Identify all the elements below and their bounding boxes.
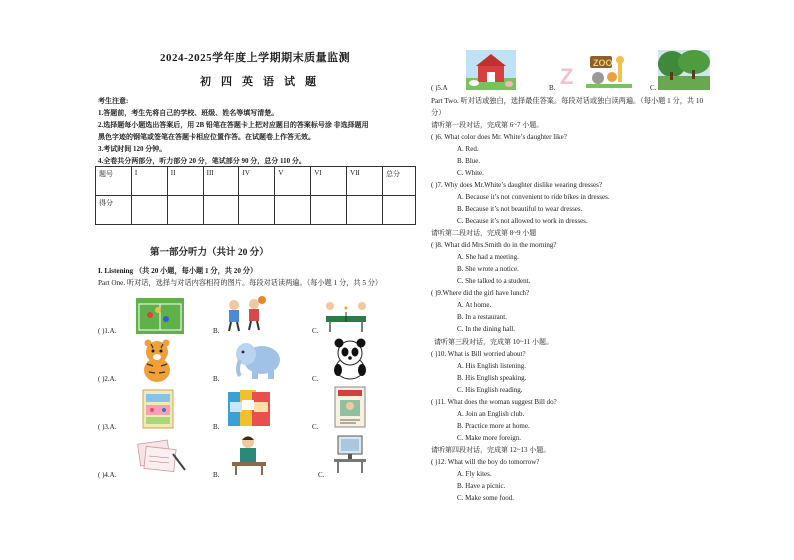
option-c-label: C. [312, 327, 319, 335]
ping-pong-image [322, 298, 370, 334]
answer-option: C. She talked to a student. [457, 277, 531, 285]
answer-option: A. At home. [457, 301, 492, 309]
group-intro: 请听第二段对话，完成第 8~9 小题 [431, 229, 537, 237]
score-cell: I [131, 167, 167, 196]
elephant-image [232, 340, 284, 380]
score-cell: VI [311, 167, 347, 196]
book-stack-image [137, 386, 179, 430]
answer-option: A. Because it’s not convenient to ride bikes in dresses. [457, 193, 610, 201]
question-stem: ( )10. What is Bill worried about? [431, 350, 526, 358]
farm-image [466, 50, 516, 90]
answer-option: B. Because it’s not beautiful to wear dresses. [457, 205, 583, 213]
question-stem: ( )12. What will the boy do tomorrow? [431, 458, 540, 466]
part1-heading: 第一部分听力（共计 20 分） [150, 248, 269, 258]
part-one-instruction: Part One. 听对话，选择与对话内容相符的图片。每段对话读两遍。（每小题 1 分，共 5 分） [98, 279, 383, 287]
basketball-image [222, 296, 268, 332]
answer-option: B. Have a picnic. [457, 482, 506, 490]
question-stem: ( )8. What did Mrs.Smith do in the morning? [431, 241, 557, 249]
answer-option: C. In the dining hall. [457, 325, 515, 333]
answer-option: C. His English reading. [457, 386, 523, 394]
soccer-field-image [136, 298, 184, 334]
question-1: ( )1.A. [98, 327, 117, 335]
computer-desk-image [332, 434, 368, 474]
score-cell: 得分 [96, 196, 132, 225]
score-cell: II [167, 167, 203, 196]
answer-option: B. Practice more at home. [457, 422, 530, 430]
answer-option: B. His English speaking. [457, 374, 527, 382]
exam-title: 2024-2025学年度上学期期末质量监测 [160, 52, 351, 64]
score-cell: 题号 [96, 167, 132, 196]
score-cell [167, 196, 203, 225]
answer-option: B. In a restaurant. [457, 313, 507, 321]
option-b-label: B. [213, 375, 220, 383]
park-image [658, 50, 710, 90]
magazine-image [334, 386, 366, 428]
exam-subtitle: 初四英语试题 [200, 76, 326, 88]
part-two-instruction: Part Two. 听对话或独白，选择最佳答案。每段对话或独白读两遍。（每小题 1 分，共 10 [431, 97, 704, 105]
score-cell [383, 196, 416, 225]
option-c-label: C. [312, 375, 319, 383]
notice-item-4: 3.考试时间 120 分钟。 [98, 145, 167, 153]
answer-option: C. Make more foreign. [457, 434, 521, 442]
question-stem: ( )9.Where did the girl have lunch? [431, 289, 530, 297]
question-4: ( )4.A. [98, 471, 117, 479]
option-b-label: B. [549, 84, 556, 92]
answer-option: A. Red. [457, 145, 479, 153]
option-b-label: B. [213, 471, 220, 479]
answer-option: B. Blue. [457, 157, 481, 165]
score-table [95, 166, 416, 225]
score-cell [203, 196, 239, 225]
notice-item-5: 4.全卷共分两部分，听力部分 20 分，笔试部分 90 分，总分 110 分。 [98, 157, 306, 165]
option-b-label: B. [213, 423, 220, 431]
answer-option: C. Because it’s not allowed to work in dresses. [457, 217, 588, 225]
option-b-label: B. [213, 327, 220, 335]
panda-image [328, 338, 372, 380]
option-c-label: C. [318, 471, 325, 479]
score-cell: 总分 [383, 167, 416, 196]
score-cell [311, 196, 347, 225]
answer-option: C. White. [457, 169, 484, 177]
tiger-image [137, 338, 177, 384]
zoo-image [556, 50, 634, 90]
answer-option: B. She wrote a notice. [457, 265, 519, 273]
option-c-label: C. [312, 423, 319, 431]
notice-item-2: 2.选择题每小题选出答案后，用 2B 铅笔在答题卡上把对应题目的答案标号涂 非选择题用 [98, 121, 369, 129]
notice-item-1: 1.答题前，考生先将自己的学校、班级、姓名等填写清楚。 [98, 109, 279, 117]
answer-option: A. Fly kites. [457, 470, 492, 478]
question-3: ( )3.A. [98, 423, 117, 431]
question-5: ( )5.A [431, 84, 448, 92]
score-cell [275, 196, 311, 225]
question-stem: ( )6. What color does Mr. White’s daughter like? [431, 133, 567, 141]
papers-and-pen-image [137, 436, 187, 476]
score-cell: V [275, 167, 311, 196]
notice-heading: 考生注意: [98, 97, 129, 105]
answer-option: A. His English listening. [457, 362, 527, 370]
question-2: ( )2.A. [98, 375, 117, 383]
score-cell: IV [239, 167, 275, 196]
group-intro: 请听第一段对话，完成第 6~7 小题。 [431, 121, 544, 129]
question-stem: ( )11. What does the woman suggest Bill do? [431, 398, 557, 406]
storybook-set-image [226, 386, 272, 430]
part-two-instruction-cont: 分） [431, 109, 446, 117]
teacher-image [230, 434, 268, 476]
score-cell [131, 196, 167, 225]
score-cell: VII [347, 167, 383, 196]
group-intro: 请听第四段对话，完成第 12~13 小题。 [431, 446, 551, 454]
group-intro: 请听第三段对话，完成第 10~11 小题。 [434, 338, 554, 346]
score-cell [239, 196, 275, 225]
question-stem: ( )7. Why does Mr.White’s daughter dislike wearing dresses? [431, 181, 602, 189]
answer-option: C. Make some food. [457, 494, 514, 502]
zoo-sign-text: ZOO [593, 58, 613, 68]
score-cell: III [203, 167, 239, 196]
score-cell [347, 196, 383, 225]
zoo-letter-z: Z [560, 64, 574, 89]
notice-item-3: 黑色字迹的钢笔或签笔在答题卡相应位置作答。在试题卷上作答无效。 [98, 133, 315, 141]
answer-option: A. She had a meeting. [457, 253, 519, 261]
listening-heading: I. Listening （共 20 小题，每小题 1 分，共 20 分） [98, 267, 258, 275]
option-c-label: C. [650, 84, 657, 92]
answer-option: A. Join an English club. [457, 410, 525, 418]
